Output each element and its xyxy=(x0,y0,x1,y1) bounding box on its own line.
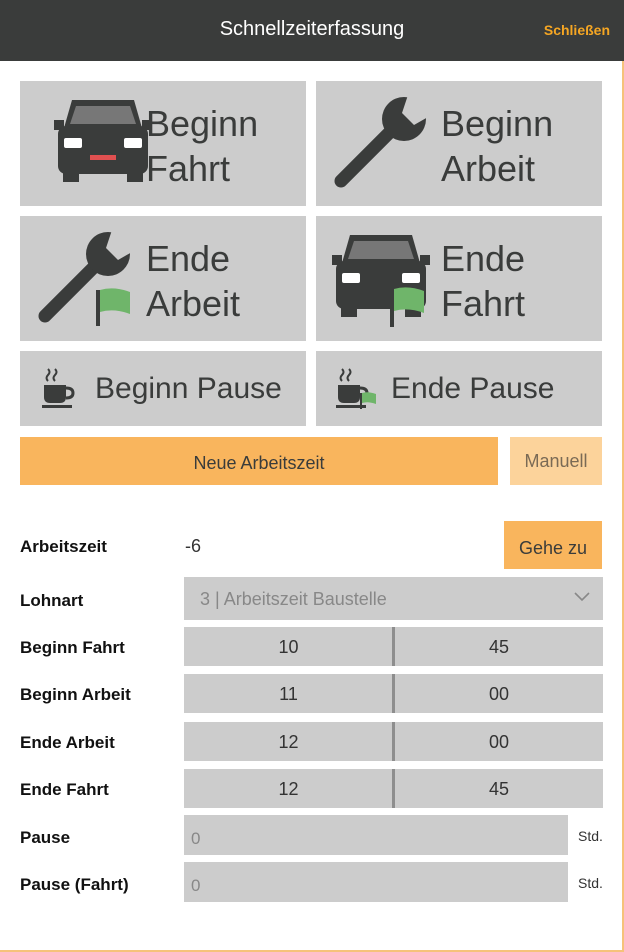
ende-arbeit-hour-input[interactable]: 12 xyxy=(184,722,393,761)
pause-unit: Std. xyxy=(578,828,603,844)
beginn-fahrt-hour-input[interactable]: 10 xyxy=(184,627,393,666)
lohnart-select[interactable] xyxy=(184,577,603,620)
pause-label: Pause xyxy=(20,828,71,847)
wrench-flag-icon xyxy=(36,230,136,326)
coffee-icon xyxy=(42,367,76,409)
beginn-pause-button[interactable] xyxy=(20,351,306,426)
ende-fahrt-minute-input[interactable]: 45 xyxy=(395,769,603,808)
tile-label-line2: Arbeit xyxy=(146,283,241,324)
ende-arbeit-minute-input[interactable]: 00 xyxy=(395,722,603,761)
coffee-flag-icon xyxy=(336,367,376,409)
pause-input[interactable] xyxy=(184,815,568,855)
beginn-arbeit-hour-input[interactable]: 11 xyxy=(184,674,393,713)
header-bar xyxy=(0,0,624,61)
tile-label-line1: Beginn xyxy=(441,103,554,144)
tile-label-line1: Ende xyxy=(146,238,231,279)
tile-label-line1: Beginn xyxy=(146,103,259,144)
tile-label-line2: Fahrt xyxy=(146,148,231,189)
pause-fahrt-input[interactable] xyxy=(184,862,568,902)
page-title: Schnellzeiterfassung xyxy=(219,18,405,40)
beginn-arbeit-minute-input[interactable]: 00 xyxy=(395,674,603,713)
beginn-fahrt-minute-input[interactable]: 45 xyxy=(395,627,603,666)
ende-fahrt-label: Ende Fahrt xyxy=(20,780,109,799)
ende-arbeit-label: Ende Arbeit xyxy=(20,733,115,752)
pause-fahrt-value: 0 xyxy=(191,876,201,895)
beginn-arbeit-label: Beginn Arbeit xyxy=(20,685,131,704)
tile-label-line2: Arbeit xyxy=(441,148,536,189)
chevron-down-icon xyxy=(573,591,591,603)
manual-button[interactable]: Manuell xyxy=(510,437,602,485)
pause-value: 0 xyxy=(191,829,201,848)
pause-fahrt-unit: Std. xyxy=(578,875,603,891)
tile-label-line2: Fahrt xyxy=(441,283,526,324)
ende-fahrt-button[interactable] xyxy=(316,216,602,341)
lohnart-label: Lohnart xyxy=(20,591,84,610)
arbeitszeit-label: Arbeitszeit xyxy=(20,537,107,556)
lohnart-value: 3 | Arbeitszeit Baustelle xyxy=(200,589,387,609)
car-icon xyxy=(54,96,152,182)
tile-label-line1: Ende xyxy=(441,238,526,279)
arbeitszeit-value: -6 xyxy=(185,536,202,556)
beginn-fahrt-button[interactable] xyxy=(20,81,306,206)
beginn-arbeit-button[interactable] xyxy=(316,81,602,206)
beginn-fahrt-label: Beginn Fahrt xyxy=(20,638,125,657)
car-flag-icon xyxy=(332,231,430,327)
close-button[interactable]: Schließen xyxy=(543,22,610,38)
ende-arbeit-button[interactable] xyxy=(20,216,306,341)
new-worktime-button[interactable]: Neue Arbeitszeit xyxy=(20,437,498,485)
tile-label: Beginn Pause xyxy=(95,372,282,405)
ende-fahrt-hour-input[interactable]: 12 xyxy=(184,769,393,808)
pause-fahrt-label: Pause (Fahrt) xyxy=(20,875,129,894)
ende-pause-button[interactable] xyxy=(316,351,602,426)
goto-button[interactable]: Gehe zu xyxy=(504,521,602,569)
wrench-icon xyxy=(332,95,432,191)
tile-label: Ende Pause xyxy=(391,372,555,405)
